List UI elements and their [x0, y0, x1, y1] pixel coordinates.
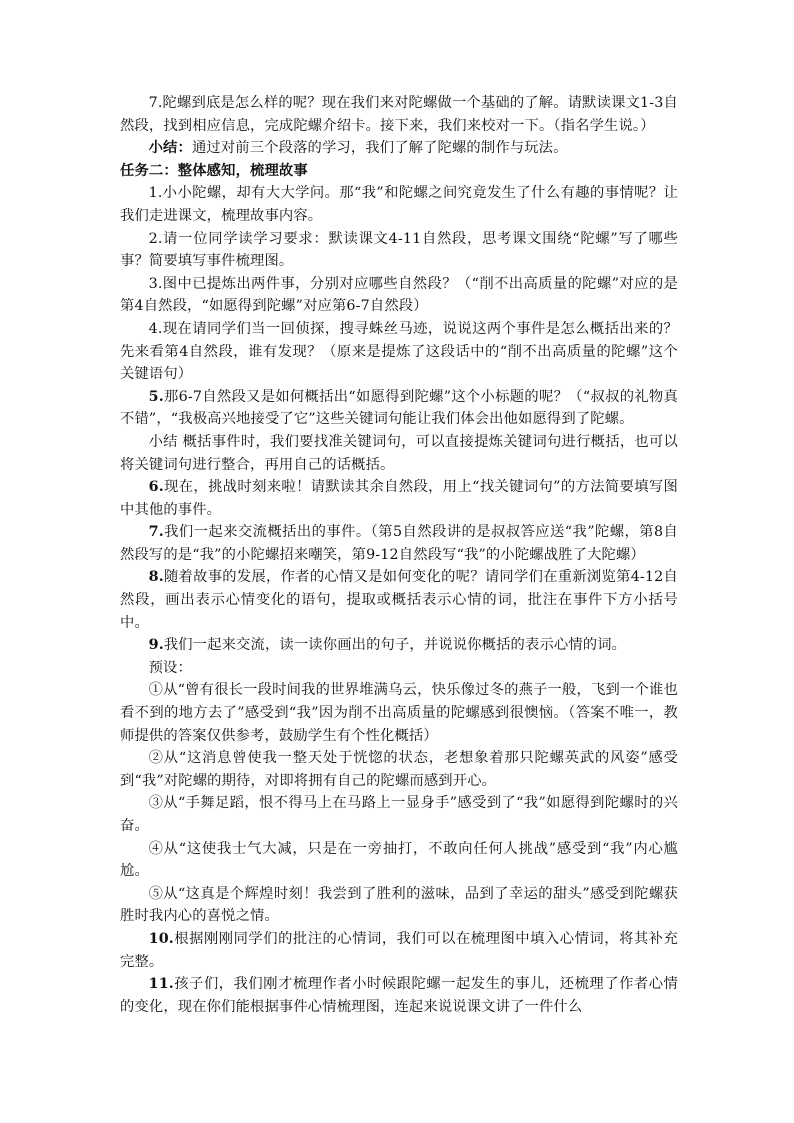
paragraph-step-10 — [120, 928, 678, 973]
document-body — [120, 92, 678, 1018]
paragraph-preset-3: ③从“手舞足蹈，恨不得马上在马路上一显身手”感受到了“我”如愿得到陀螺时的兴奋。 — [120, 795, 678, 834]
summary-label: 小结： — [148, 140, 192, 157]
paragraph-step-4: 4.现在请同学们当一回侦探，搜寻蛛丝马迹，说说这两个事件是怎么概括出来的？先来看第4自然段，谁有发现？（原来是提炼了这段话中的“削不出高质量的陀螺”这个关键语句） — [120, 320, 678, 383]
paragraph-preset-1: ①从“曾有很长一段时间我的世界堆满乌云，快乐像过冬的燕子一般，飞到一个谁也看不到的地方去了”感受到“我”因为削不出高质量的陀螺感到很懊恼。（答案不唯一，教师提供的答案仅供参考，鼓励学生有个性化概括） — [120, 682, 678, 744]
paragraph-step-7-intro: 7.陀螺到底是怎么样的呢？现在我们来对陀螺做一个基础的了解。请默读课文1-3自然段，找到相应信息，完成陀螺介绍卡。接下来，我们来校对一下。（指名学生说。） — [120, 95, 678, 134]
step-text: 现在，挑战时刻来啦！请默读其余自然段，用上“找关键词句”的方法简要填写图中其他的事件。 — [120, 479, 678, 518]
paragraph-step-2: 2.请一位同学读学习要求：默读课文4-11自然段，思考课文围绕“陀螺”写了哪些事？简要填写事件梳理图。 — [120, 230, 678, 270]
paragraph-step-11 — [120, 973, 678, 1018]
paragraph-step-8 — [120, 566, 678, 634]
paragraph-step-1: 1.小小陀螺，却有大大学问。那“我”和陀螺之间究竟发生了什么有趣的事情呢？让我们走进课文，梳理故事内容。 — [120, 185, 678, 224]
paragraph-step-5 — [120, 386, 678, 431]
step-number: 7. — [148, 524, 164, 541]
step-number: 5. — [148, 388, 164, 405]
paragraph-step-9 — [120, 634, 678, 657]
step-number: 11. — [148, 976, 174, 993]
paragraph-preset-label: 预设： — [148, 659, 192, 676]
step-text: 根据刚刚同学们的批注的心情词，我们可以在梳理图中填入心情词，将其补充完整。 — [120, 930, 678, 970]
step-text: 那6-7自然段又是如何概括出“如愿得到陀螺”这个小标题的呢？（“叔叔的礼物真不错”，“我极高兴地接受了它”这些关键词句能让我们体会出他如愿得到了陀螺。 — [120, 388, 678, 428]
step-number: 6. — [148, 479, 164, 496]
step-number: 8. — [148, 569, 164, 586]
step-number: 9. — [148, 637, 164, 654]
step-number: 10. — [148, 930, 174, 947]
paragraph-step-6 — [120, 476, 678, 521]
paragraph-step-7 — [120, 521, 678, 566]
step-text: 我们一起来交流概括出的事件。（第5自然段讲的是叔叔答应送“我”陀螺，第8自然段写的是“我”的小陀螺招来嘲笑，第9-12自然段写“我”的小陀螺战胜了大陀螺） — [120, 524, 678, 563]
paragraph-step-3: 3.图中已提炼出两件事，分别对应哪些自然段？（“削不出高质量的陀螺”对应的是第4自然段，“如愿得到陀螺”对应第6-7自然段） — [120, 275, 678, 315]
task-2-heading: 任务二：整体感知，梳理故事 — [120, 162, 308, 179]
step-text: 随着故事的发展，作者的心情又是如何变化的呢？请同学们在重新浏览第4-12自然段，画出表示心情变化的语句，提取或概括表示心情的词，批注在事件下方小括号中。 — [120, 569, 678, 631]
paragraph-summary-2: 小结 概括事件时，我们要找准关键词句，可以直接提炼关键词句进行概括，也可以将关键词句进行整合，再用自己的话概括。 — [120, 433, 678, 473]
paragraph-summary-1 — [120, 137, 678, 160]
step-text: 孩子们，我们刚才梳理作者小时候跟陀螺一起发生的事儿，还梳理了作者心情的变化，现在你们能根据事件心情梳理图，连起来说说课文讲了一件什么 — [120, 976, 678, 1015]
step-text: 我们一起来交流，读一读你画出的句子，并说说你概括的表示心情的词。 — [163, 637, 627, 654]
paragraph-preset-2: ②从“这消息曾使我一整天处于恍惚的状态，老想象着那只陀螺英武的风姿”感受到“我”对陀螺的期待，对即将拥有自己的陀螺而感到开心。 — [120, 750, 678, 789]
paragraph-preset-4: ④从“这使我士气大减，只是在一旁抽打，不敢向任何人挑战”感受到“我”内心尴尬。 — [120, 840, 678, 880]
paragraph-preset-5: ⑤从“这真是个辉煌时刻！我尝到了胜利的滋味，品到了幸运的甜头”感受到陀螺获胜时我内心的喜悦之情。 — [120, 885, 678, 925]
summary-text: 通过对前三个段落的学习，我们了解了陀螺的制作与玩法。 — [191, 140, 568, 157]
